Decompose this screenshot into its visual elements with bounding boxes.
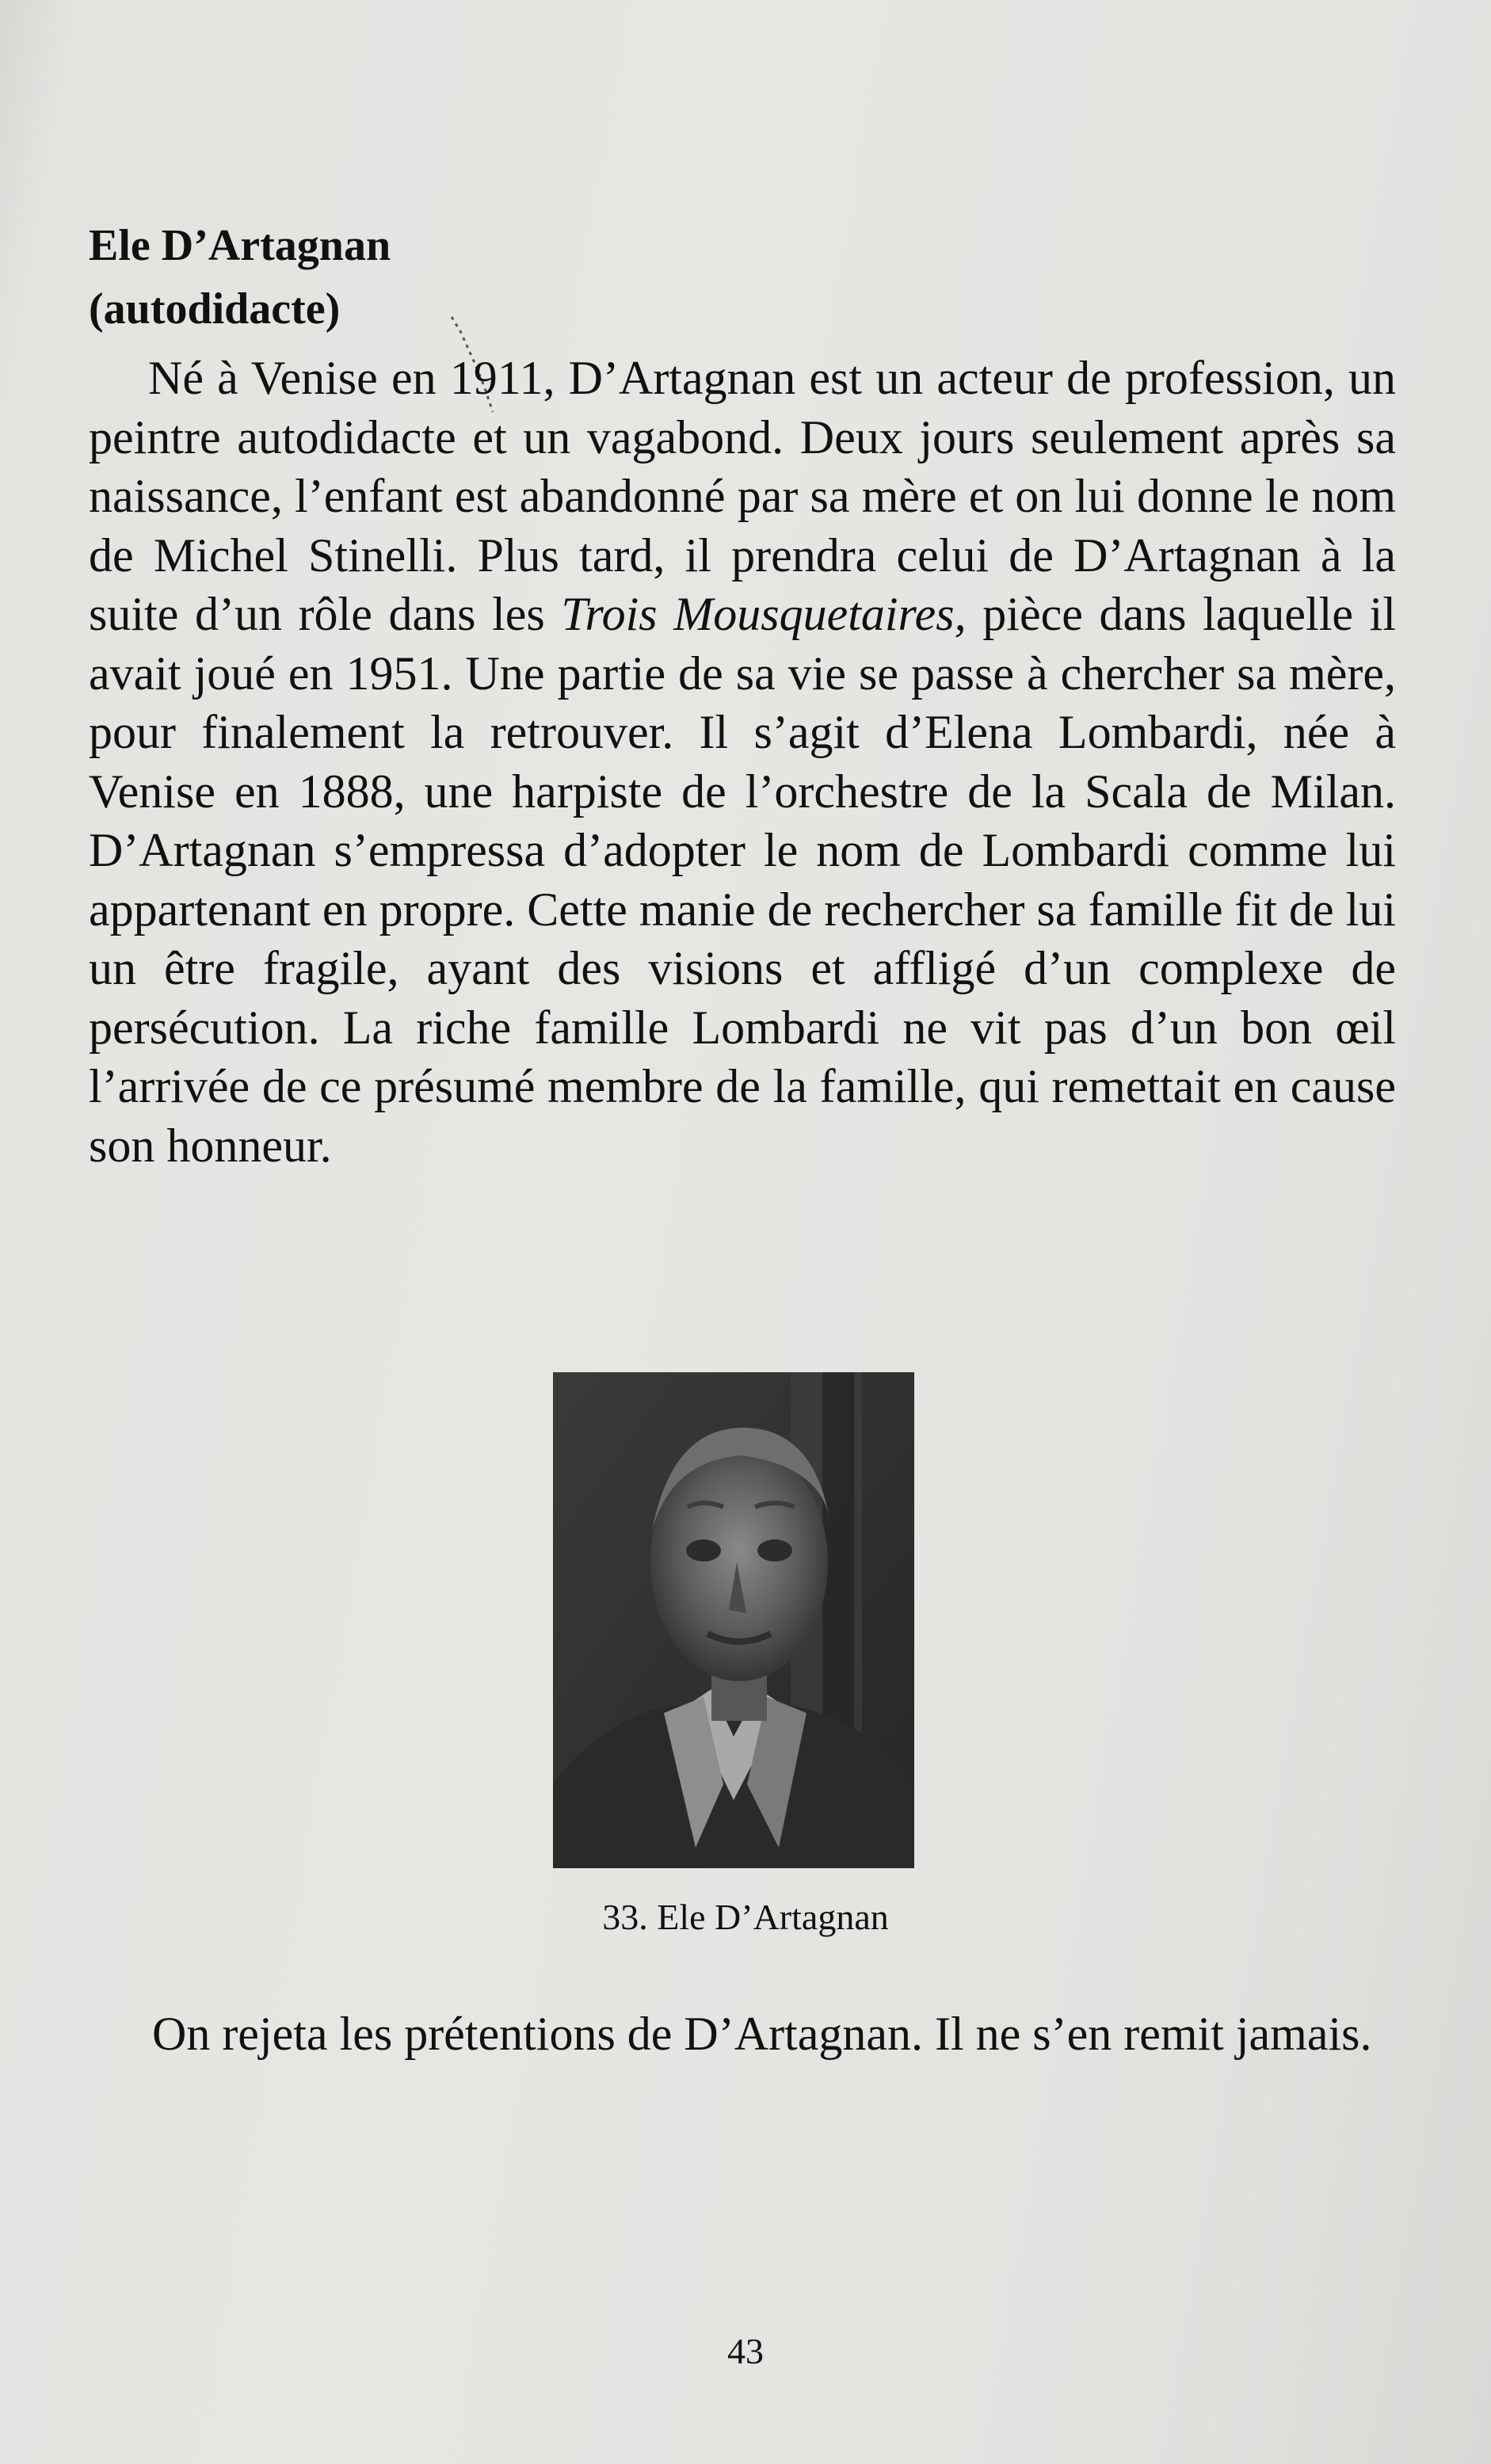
paragraph-text-after: pièce dans laquelle il avait joué en 1951. Une partie de sa vie se passe à chercher sa mère, pour finalement la retrouver. Il s’agit d’Elena Lombardi, née à Venise en 1888, une harpiste de l’orchestre de la Scala de Milan. D’Artagnan s’empressa d’adopter le nom de Lombardi comme lui appartenant en propre. Cette manie de rechercher sa famille fit de lui un être fragile, ayant des visions et affligé d’un complexe de persécution. La riche famille Lombardi ne vit pas d’un bon œil l’arrivée de ce présumé membre de la famille, qui remettait en cause son honneur. — [89, 588, 1396, 1172]
play-title: Trois Mousquetaires, — [561, 588, 967, 640]
body-paragraph-2: On rejeta les prétentions de D’Artagnan. Il ne s’en remit jamais. — [152, 2008, 1372, 2060]
paragraph-text-before: Né à Venise en 1911, D’Artagnan est un acteur de profession, un peintre autodidacte et un vagabond. Deux jours seulement après sa naissance, l’enfant est abandonné par sa mère et on lui donne le nom de Michel Stinelli. Plus tard, il prendra celui de D’Artagnan à la suite d’un rôle dans les — [89, 352, 1396, 640]
heading-subtitle: (autodidacte) — [89, 284, 341, 334]
figure-caption: 33. Ele D’Artagnan — [602, 1897, 889, 1937]
page-number: 43 — [727, 2331, 764, 2371]
portrait-photo — [553, 1372, 914, 1868]
heading-name: Ele D’Artagnan — [89, 221, 391, 270]
section-heading — [89, 214, 1396, 341]
page-content — [89, 214, 1396, 1175]
portrait-image — [553, 1372, 914, 1868]
body-paragraph-1 — [89, 349, 1396, 1175]
